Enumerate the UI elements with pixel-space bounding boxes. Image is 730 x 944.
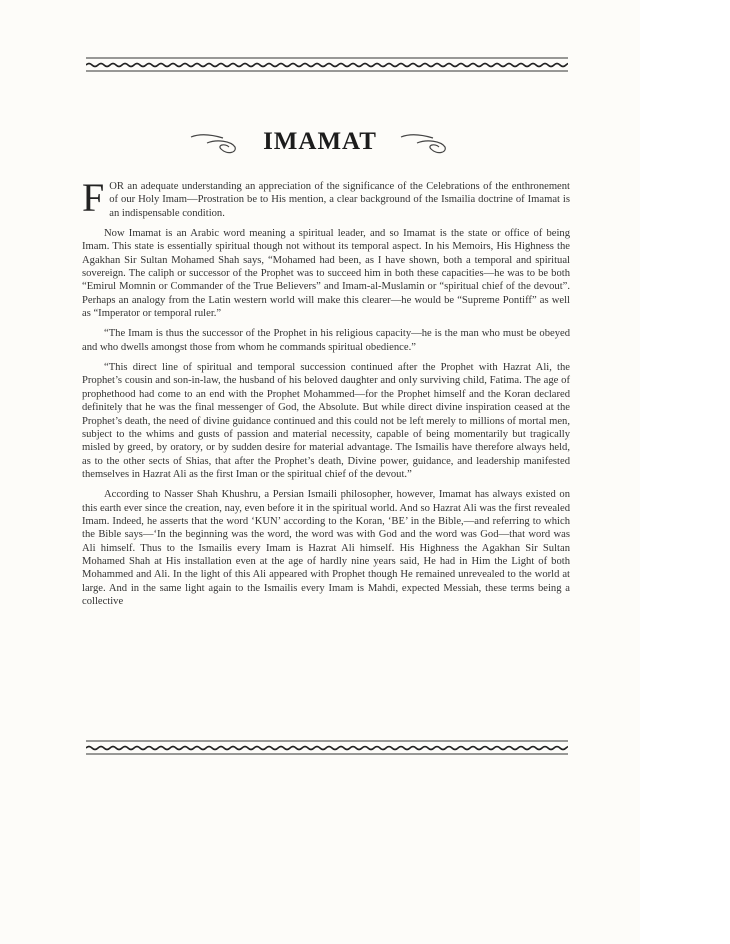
- paragraph-3: “The Imam is thus the successor of the Prophet in his religious capacity—he is the man who must be obeyed and who dwells amongst those from whom he commands spiritual obedience.”: [82, 328, 570, 353]
- paragraph-1-text: OR an adequate understanding an appreciation of the significance of the Celebrations of the enthronement of our Holy Imam—Prostration be to His mention, a clear background of the Ismailia doctrine of Imamat is an indispensable condition.: [109, 181, 570, 219]
- drop-cap: F: [82, 175, 105, 220]
- left-flourish-ornament: [187, 129, 243, 155]
- paragraph-1: [82, 175, 570, 220]
- paragraph-2: Now Imamat is an Arabic word meaning a spiritual leader, and so Imamat is the state or office of being Imam. This state is essentially spiritual though not without its temporal aspect. In his Memoirs, His Highness the Agakhan Sir Sultan Mohamed Shah says, “Mohamed had been, as I have shown, both a temporal and spiritual sovereign. The caliph or successor of the Prophet was to succeed him in both these capacities—he was to be both “Emirul Momnin or Commander of the True Believers” and Imam-al-Muslamin or “spiritual chief of the devout”. Perhaps an analogy from the Latin western world will make this clearer—he would be “Supreme Pontiff” as well as “Imperator or temporal ruler.”: [82, 228, 570, 320]
- article-body: [82, 175, 570, 615]
- paragraph-5: According to Nasser Shah Khushru, a Persian Ismaili philosopher, however, Imamat has always existed on this earth ever since the creation, nay, even before it in the spiritual world. And so Hazrat Ali was the first revealed Imam. Indeed, he asserts that the word ‘KUN’ according to the Koran, ‘BE’ in the Bible,—and referring to which the Bible says—‘In the beginning was the word, the word was with God and the word was God—that word was Ali himself. Thus to the Ismailis every Imam is Hazrat Ali himself. His Highness the Agakhan Sir Sultan Mohamed Shah at His installation even at the age of hardly nine years said, He had in Him the Light of both Mohammed and Ali. In the light of this Ali appeared with Prophet though He remained unrevealed to the world at large. And in the same light again to the Ismailis every Imam is Mahdi, expected Messiah, these terms being a collective: [82, 489, 570, 607]
- right-flourish-ornament: [397, 129, 453, 155]
- bottom-wavy-rule: [86, 740, 568, 756]
- page-title: IMAMAT: [263, 128, 377, 155]
- top-wavy-rule: [86, 56, 568, 72]
- paragraph-4: “This direct line of spiritual and temporal succession continued after the Prophet with Hazrat Ali, the Prophet’s cousin and son-in-law, the husband of his beloved daughter and only surviving child, Fatima. The age of prophethood had come to an end with the Prophet Mohammed—for the Prophet himself and the Koran declared definitely that he was the final messenger of God, the Absolute. But while direct divine inspiration ceased at the Prophet’s death, the need of divine guidance continued and this could not be left merely to millions of mortal men, subject to the whims and gusts of passion and material necessity, capable of being momentarily but tragically misled by greed, by oratory, or by sudden desire for material advantage. The Ismailis have therefore always held, as to the other sects of Shias, that after the Prophet’s death, Divine power, guidance, and leadership manifested themselves in Hazrat Ali as the first Iman or the spiritual chief of the devout.”: [82, 362, 570, 480]
- title-block: [0, 128, 640, 156]
